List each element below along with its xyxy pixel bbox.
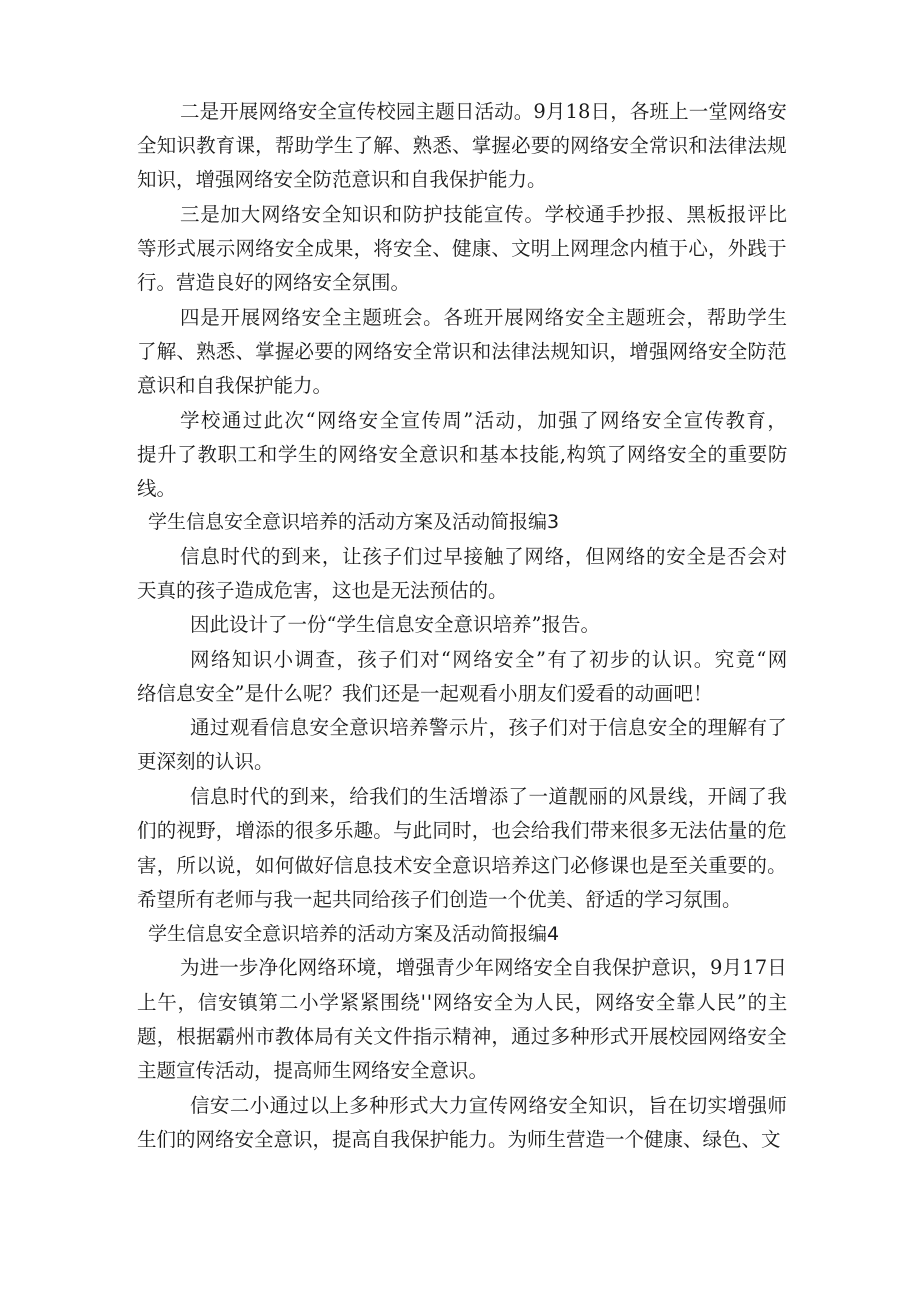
paragraph-line: 们的视野，增添的很多乐趣。与此同时，也会给我们带来很多无法估量的危: [137, 819, 787, 842]
paragraph-line: 害，所以说，如何做好信息技术安全意识培养这门必修课也是至关重要的。: [137, 854, 787, 877]
paragraph-line: 全知识教育课，帮助学生了解、熟悉、掌握必要的网络安全常识和法律法规: [137, 134, 787, 157]
paragraph-line: 通过观看信息安全意识培养警示片，孩子们对于信息安全的理解有了: [190, 716, 788, 739]
paragraph-line: 希望所有老师与我一起共同给孩子们创造一个优美、舒适的学习氛围。: [137, 888, 742, 911]
paragraph-line: 信息时代的到来，给我们的生活增添了一道靓丽的风景线，开阔了我: [190, 785, 788, 808]
paragraph-line: 学校通过此次“网络安全宣传周”活动，加强了网络安全宣传教育，: [180, 409, 789, 432]
paragraph-line: 因此设计了一份“学生信息安全意识培养”报告。: [190, 613, 600, 636]
paragraph-line: 等形式展示网络安全成果，将安全、健康、文明上网理念内植于心，外践于: [137, 237, 787, 260]
paragraph-line: 为进一步净化网络环境，增强青少年网络安全自我保护意识，9月17日: [180, 956, 787, 979]
paragraph-line: 了解、熟悉、掌握必要的网络安全常识和法律法规知识，增强网络安全防范: [137, 340, 787, 363]
paragraph-line: 三是加大网络安全知识和防护技能宣传。学校通手抄报、黑板报评比: [180, 203, 788, 226]
paragraph-line: 四是开展网络安全主题班会。各班开展网络安全主题班会，帮助学生: [180, 306, 788, 329]
paragraph-line: 行。营造良好的网络安全氛围。: [137, 271, 411, 294]
paragraph-line: 生们的网络安全意识，提高自我保护能力。为师生营造一个健康、绿色、文: [137, 1128, 781, 1151]
paragraph-line: 意识和自我保护能力。: [137, 374, 333, 397]
paragraph-line: 提升了教职工和学生的网络安全意识和基本技能,构筑了网络安全的重要防: [137, 443, 788, 466]
paragraph-line: 主题宣传活动，提高师生网络安全意识。: [137, 1059, 489, 1082]
paragraph-line: 信息时代的到来，让孩子们过早接触了网络，但网络的安全是否会对: [180, 545, 788, 568]
paragraph-line: 题，根据霸州市教体局有关文件指示精神，通过多种形式开展校园网络安全: [137, 1025, 787, 1048]
paragraph-line: 线。: [137, 477, 177, 500]
paragraph-line: 二是开展网络安全宣传校园主题日活动。9月18日，各班上一堂网络安: [180, 100, 787, 123]
paragraph-line: 知识，增强网络安全防范意识和自我保护能力。: [137, 168, 547, 191]
paragraph-line: 天真的孩子造成危害，这也是无法预估的。: [137, 579, 508, 602]
paragraph-line: 上午，信安镇第二小学紧紧围绕''网络安全为人民，网络安全靠人民”的主: [137, 991, 789, 1014]
paragraph-line: 络信息安全”是什么呢？我们还是一起观看小朋友们爱看的动画吧！: [137, 682, 713, 705]
section-heading: 学生信息安全意识培养的活动方案及活动简报编4: [148, 923, 560, 945]
paragraph-line: 信安二小通过以上多种形式大力宣传网络安全知识，旨在切实增强师: [190, 1094, 788, 1117]
section-heading: 学生信息安全意识培养的活动方案及活动简报编3: [148, 511, 560, 533]
paragraph-line: 网络知识小调查，孩子们对“网络安全”有了初步的认识。究竟“网: [190, 648, 789, 671]
paragraph-line: 更深刻的认识。: [137, 750, 274, 773]
